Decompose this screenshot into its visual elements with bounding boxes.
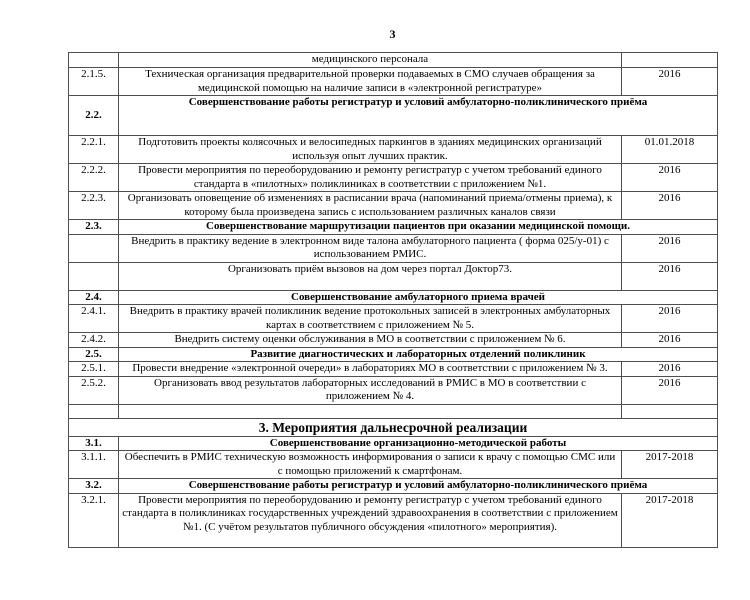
- deadline-cell: 2017-2018: [622, 493, 718, 547]
- table-row: [69, 68, 718, 96]
- chapter-header-row: [69, 418, 718, 436]
- section-title-cell: Совершенствование маршрутизации пациентов при оказании медицинской помощи.: [119, 220, 718, 235]
- row-number-cell: 2.4.2.: [69, 333, 119, 348]
- page-number: 3: [389, 27, 396, 41]
- activity-cell: Внедрить в практику ведение в электронном виде талона амбулаторного пациента ( форма 025/у-01) с использованием РМИС.: [119, 234, 622, 262]
- row-number-cell: [69, 404, 119, 418]
- section-title-cell: Совершенствование амбулаторного приема врачей: [119, 290, 718, 305]
- deadline-cell: 2016: [622, 376, 718, 404]
- section-header-row: [69, 479, 718, 494]
- activity-cell: медицинского персонала: [119, 53, 622, 68]
- deadline-cell: 2016: [622, 164, 718, 192]
- table-row: [69, 164, 718, 192]
- section-number-cell: 2.3.: [69, 220, 119, 235]
- row-number-cell: 3.2.1.: [69, 493, 119, 547]
- activity-cell: Внедрить систему оценки обслуживания в МО в соответствии с приложением № 6.: [119, 333, 622, 348]
- activities-table: [68, 52, 718, 548]
- activity-cell: Организовать ввод результатов лабораторных исследований в РМИС в МО в соответствии с приложением № 4.: [119, 376, 622, 404]
- row-number-cell: 2.5.1.: [69, 362, 119, 377]
- table-row-continuation: [69, 53, 718, 68]
- section-header-row: [69, 290, 718, 305]
- row-number-cell: 2.5.2.: [69, 376, 119, 404]
- deadline-cell: 2017-2018: [622, 451, 718, 479]
- deadline-cell: 2016: [622, 333, 718, 348]
- section-number-cell: 3.2.: [69, 479, 119, 494]
- table-row: [69, 192, 718, 220]
- deadline-cell: 2016: [622, 262, 718, 290]
- row-number-cell: 2.2.2.: [69, 164, 119, 192]
- row-number-cell: [69, 53, 119, 68]
- activity-cell: Провести мероприятия по переоборудованию и ремонту регистратур с учетом требований единого стандарта в поликлиниках государственных учреждений здравоохранения в соответствии с приложением №1. (С учётом результатов публичного обсуждения «пилотного» мероприятия).: [119, 493, 622, 547]
- activity-cell: Организовать приём вызовов на дом через портал Доктор73.: [119, 262, 622, 290]
- table-row: [69, 376, 718, 404]
- section-number-cell: 2.5.: [69, 347, 119, 362]
- activity-cell: Техническая организация предварительной проверки подаваемых в СМО случаев обращения за медицинской помощью на наличие записи в «электронной регистратуре»: [119, 68, 622, 96]
- section-title-cell: Совершенствование работы регистратур и условий амбулаторно-поликлинического приёма: [119, 96, 718, 136]
- row-number-cell: [69, 234, 119, 262]
- section-number-cell: 3.1.: [69, 436, 119, 451]
- deadline-cell: 01.01.2018: [622, 136, 718, 164]
- table-row: [69, 362, 718, 377]
- section-title-cell: Развитие диагностических и лабораторных отделений поликлиник: [119, 347, 718, 362]
- table-row: [69, 234, 718, 262]
- section-header-row: [69, 96, 718, 136]
- activity-cell: Провести внедрение «электронной очереди» в лабораториях МО в соответствии с приложением № 3.: [119, 362, 622, 377]
- section-title-cell: Совершенствование работы регистратур и условий амбулаторно-поликлинического приёма: [119, 479, 718, 494]
- deadline-cell: 2016: [622, 192, 718, 220]
- row-number-cell: 2.4.1.: [69, 305, 119, 333]
- activity-cell: Обеспечить в РМИС техническую возможность информирования о записи к врачу с помощью СМС или с помощью приложений к смартфонам.: [119, 451, 622, 479]
- row-number-cell: 3.1.1.: [69, 451, 119, 479]
- activity-cell: Провести мероприятия по переоборудованию и ремонту регистратур с учетом требований единого стандарта в «пилотных» поликлиниках в соответствии с приложением №1.: [119, 164, 622, 192]
- row-number-cell: 2.1.5.: [69, 68, 119, 96]
- section-number-cell: 2.2.: [69, 96, 119, 136]
- table-row: [69, 136, 718, 164]
- deadline-cell: 2016: [622, 234, 718, 262]
- deadline-cell: [622, 404, 718, 418]
- table-row: [69, 262, 718, 290]
- section-header-row: [69, 347, 718, 362]
- section-header-row: [69, 436, 718, 451]
- chapter-title-cell: 3. Мероприятия дальнесрочной реализации: [69, 418, 718, 436]
- deadline-cell: 2016: [622, 305, 718, 333]
- activity-cell: [119, 404, 622, 418]
- activity-cell: Организовать оповещение об изменениях в расписании врача (напоминаний приема/отмены приема), к которому была произведена запись с использованием различных каналов связи: [119, 192, 622, 220]
- section-header-row: [69, 220, 718, 235]
- activity-cell: Внедрить в практику врачей поликлиник ведение протокольных записей в электронных амбулаторных картах в соответствием с приложением № 5.: [119, 305, 622, 333]
- row-number-cell: 2.2.1.: [69, 136, 119, 164]
- table-row: [69, 333, 718, 348]
- empty-row: [69, 404, 718, 418]
- row-number-cell: 2.2.3.: [69, 192, 119, 220]
- table-row: [69, 305, 718, 333]
- deadline-cell: [622, 53, 718, 68]
- section-number-cell: 2.4.: [69, 290, 119, 305]
- deadline-cell: 2016: [622, 68, 718, 96]
- section-title-cell: Совершенствование организационно-методической работы: [119, 436, 718, 451]
- table-row: [69, 451, 718, 479]
- table-row: [69, 493, 718, 547]
- row-number-cell: [69, 262, 119, 290]
- activity-cell: Подготовить проекты колясочных и велосипедных паркингов в зданиях медицинских организаций используя опыт лучших практик.: [119, 136, 622, 164]
- deadline-cell: 2016: [622, 362, 718, 377]
